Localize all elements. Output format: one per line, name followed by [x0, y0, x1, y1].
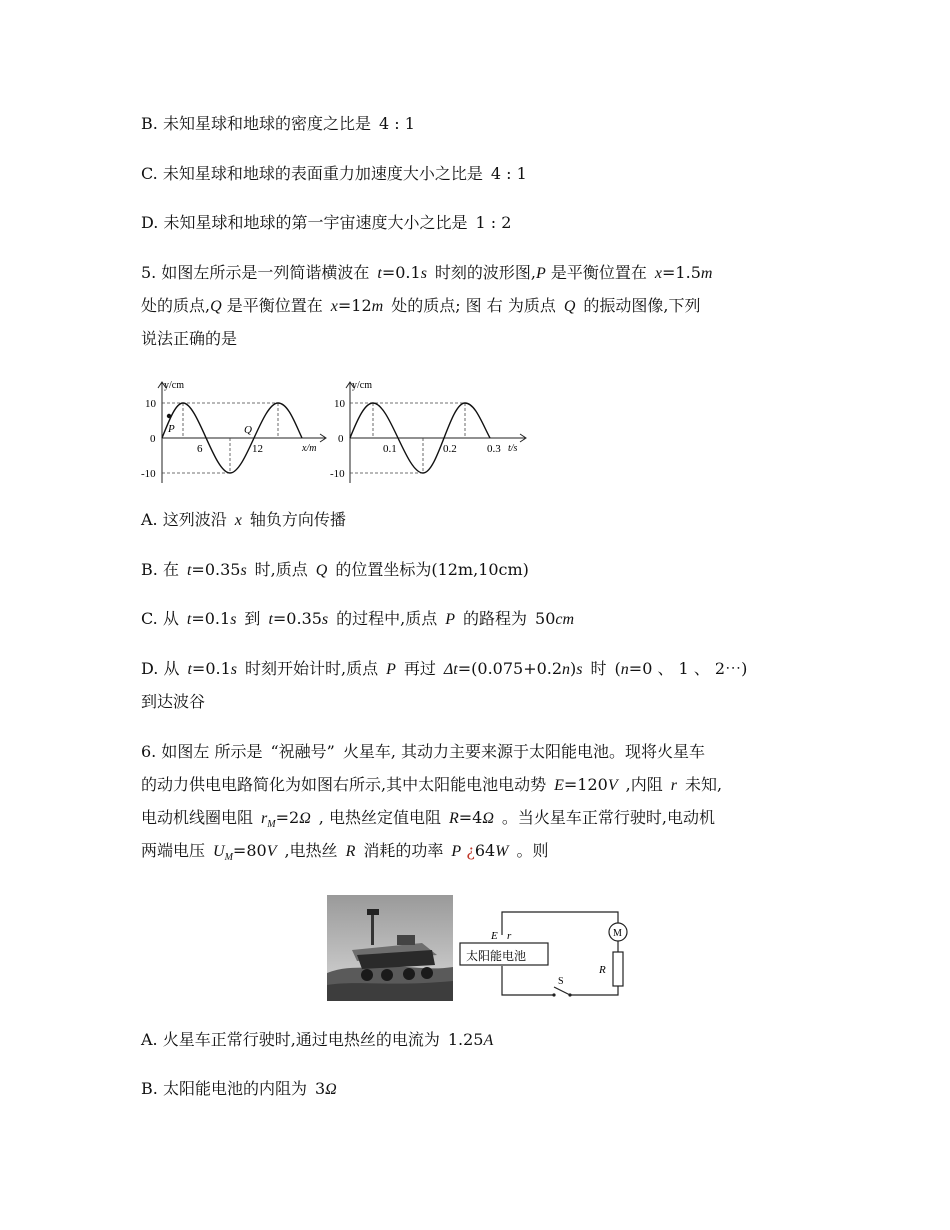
svg-text:y/cm: y/cm: [352, 380, 372, 391]
option-c-prev: C. 未知星球和地球的表面重力加速度大小之比是 4 : 1: [141, 164, 527, 183]
q6-option-b: B. 太阳能电池的内阻为 3Ω: [141, 1079, 337, 1098]
svg-text:r: r: [507, 930, 512, 942]
q5-option-d: D. 从 t=0.1s 时刻开始计时,质点 P 再过 Δt=(0.075+0.2n)s 时 (n=0 、 1 、 2⋯): [141, 659, 748, 678]
q5-line2: 处的质点,Q 是平衡位置在 x=12m 处的质点; 图 右 为质点 Q 的振动图像,下列: [141, 296, 701, 315]
svg-text:12: 12: [252, 443, 263, 455]
svg-text:x/m: x/m: [302, 443, 317, 454]
q6-line4: 两端电压 $U_M=80V$ ,电热丝 R 消耗的功率 P ¿64W 。则: [141, 841, 549, 864]
wave-graph: [140, 378, 330, 486]
svg-text:Q: Q: [244, 424, 252, 436]
q5-line1: 5. 如图左所示是一列简谐横波在 t=0.1s 时刻的波形图,P 是平衡位置在 x=1.5m: [141, 263, 713, 282]
svg-text:R: R: [599, 964, 606, 976]
q5-option-d-cont: 到达波谷: [141, 692, 206, 711]
vibration-graph: [330, 378, 530, 486]
svg-text:t/s: t/s: [508, 443, 518, 454]
svg-text:0.1: 0.1: [383, 443, 397, 455]
svg-text:10: 10: [145, 398, 156, 410]
svg-text:6: 6: [197, 443, 203, 455]
svg-text:-10: -10: [141, 468, 156, 480]
circuit-diagram: [458, 905, 638, 997]
svg-text:0: 0: [150, 433, 156, 445]
rover-photo: [327, 895, 453, 1001]
q6-option-a: A. 火星车正常行驶时,通过电热丝的电流为 1.25A: [141, 1030, 494, 1049]
option-b-prev: B. 未知星球和地球的密度之比是 4 : 1: [141, 114, 415, 133]
svg-text:-10: -10: [330, 468, 345, 480]
svg-text:y/cm: y/cm: [164, 380, 184, 391]
q5-option-c: C. 从 t=0.1s 到 t=0.35s 的过程中,质点 P 的路程为 50cm: [141, 609, 575, 628]
q6-line1: 6. 如图左 所示是 “祝融号” 火星车, 其动力主要来源于太阳能电池。现将火星车: [141, 742, 706, 761]
svg-text:S: S: [558, 976, 564, 987]
svg-text:M: M: [613, 928, 622, 939]
svg-text:10: 10: [334, 398, 345, 410]
svg-text:0: 0: [338, 433, 344, 445]
q6-line3: 电动机线圈电阻 $r_M=2\Omega$ , 电热丝定值电阻 R=4Ω 。当火星车正常行驶时,电动机: [141, 808, 715, 831]
svg-text:太阳能电池: 太阳能电池: [466, 949, 527, 963]
svg-text:0.2: 0.2: [443, 443, 457, 455]
point-p: [167, 414, 171, 418]
svg-text:E: E: [491, 930, 498, 942]
option-d-prev: D. 未知星球和地球的第一宇宙速度大小之比是 1 : 2: [141, 213, 512, 232]
svg-text:0.3: 0.3: [487, 443, 501, 455]
q5-option-a: A. 这列波沿 x 轴负方向传播: [141, 510, 346, 529]
q5-line3: 说法正确的是: [141, 329, 238, 348]
q6-line2: 的动力供电电路简化为如图右所示,其中太阳能电池电动势 E=120V ,内阻 r 未知,: [141, 775, 723, 794]
svg-text:P: P: [168, 423, 175, 435]
q5-option-b: B. 在 t=0.35s 时,质点 Q 的位置坐标为(12m,10cm): [141, 560, 529, 579]
